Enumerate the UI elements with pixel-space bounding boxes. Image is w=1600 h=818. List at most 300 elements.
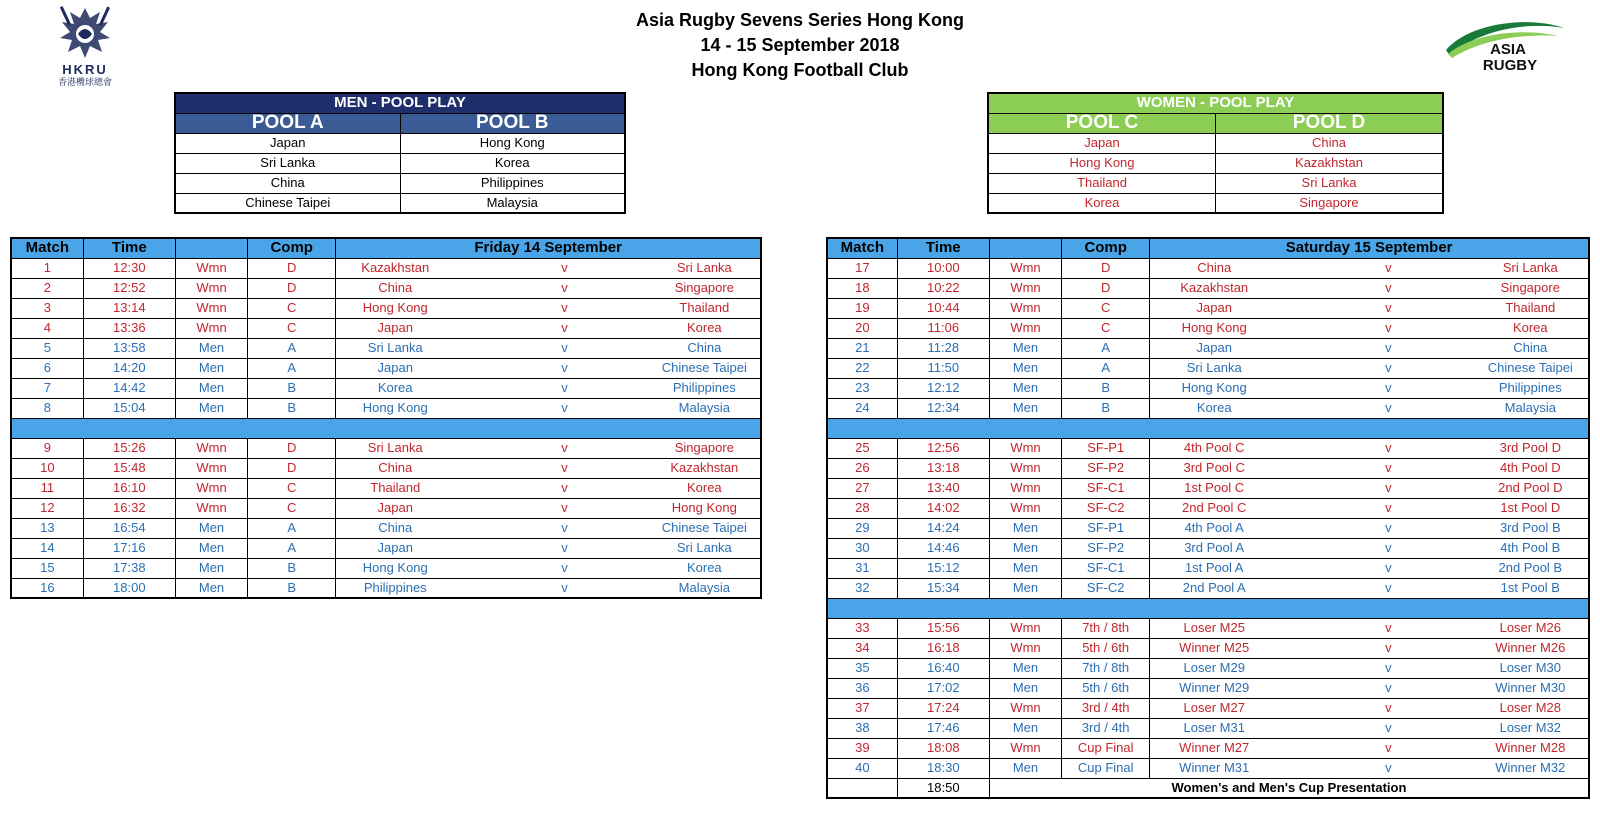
team-home: Loser M25 xyxy=(1150,618,1278,638)
match-time: 16:10 xyxy=(83,478,175,498)
match-comp: SF-C1 xyxy=(1062,478,1150,498)
spacer xyxy=(1416,438,1472,458)
match-time: 13:36 xyxy=(83,318,175,338)
versus: v xyxy=(1360,638,1416,658)
versus: v xyxy=(1360,498,1416,518)
match-row xyxy=(827,638,1589,658)
spacer xyxy=(593,558,649,578)
team-away: Loser M26 xyxy=(1473,618,1589,638)
match-comp: 5th / 6th xyxy=(1062,638,1150,658)
match-time: 10:22 xyxy=(897,278,989,298)
spacer xyxy=(1278,318,1360,338)
team-home: Japan xyxy=(336,358,454,378)
match-time: 16:18 xyxy=(897,638,989,658)
match-comp: C xyxy=(1062,318,1150,338)
versus: v xyxy=(1360,738,1416,758)
match-time: 18:08 xyxy=(897,738,989,758)
spacer xyxy=(454,438,536,458)
spacer xyxy=(593,518,649,538)
spacer xyxy=(1278,278,1360,298)
match-comp: SF-C2 xyxy=(1062,498,1150,518)
spacer xyxy=(1278,538,1360,558)
match-number: 11 xyxy=(11,478,83,498)
match-time: 10:44 xyxy=(897,298,989,318)
match-number: 38 xyxy=(827,718,897,738)
spacer xyxy=(1416,458,1472,478)
spacer xyxy=(1416,478,1472,498)
match-number: 31 xyxy=(827,558,897,578)
match-gender: Wmn xyxy=(175,458,247,478)
match-number: 10 xyxy=(11,458,83,478)
match-row xyxy=(11,498,761,518)
team-home: Kazakhstan xyxy=(336,258,454,278)
team-home: Sri Lanka xyxy=(336,438,454,458)
presentation-time: 18:50 xyxy=(897,778,989,798)
spacer xyxy=(1278,338,1360,358)
match-row xyxy=(827,618,1589,638)
match-comp: 3rd / 4th xyxy=(1062,718,1150,738)
versus: v xyxy=(536,498,592,518)
presentation-row xyxy=(827,778,1589,798)
match-gender: Men xyxy=(989,538,1061,558)
match-row xyxy=(827,338,1589,358)
match-number: 39 xyxy=(827,738,897,758)
team-home: Japan xyxy=(1150,298,1278,318)
spacer xyxy=(1278,738,1360,758)
team-away: Winner M28 xyxy=(1473,738,1589,758)
versus: v xyxy=(536,398,592,418)
match-gender: Men xyxy=(175,558,247,578)
team-away: Loser M28 xyxy=(1473,698,1589,718)
match-gender: Wmn xyxy=(989,638,1061,658)
match-time: 13:14 xyxy=(83,298,175,318)
match-gender: Men xyxy=(175,518,247,538)
spacer xyxy=(454,538,536,558)
versus: v xyxy=(536,578,592,598)
team-home: Winner M25 xyxy=(1150,638,1278,658)
match-gender: Men xyxy=(989,398,1061,418)
team-home: Loser M31 xyxy=(1150,718,1278,738)
pool-row xyxy=(175,173,625,193)
team-away: Korea xyxy=(649,558,761,578)
pool-team: Korea xyxy=(988,193,1216,213)
match-number: 14 xyxy=(11,538,83,558)
team-away: 2nd Pool B xyxy=(1473,558,1589,578)
spacer xyxy=(1278,478,1360,498)
spacer xyxy=(593,278,649,298)
team-away: Sri Lanka xyxy=(649,258,761,278)
match-gender: Men xyxy=(175,398,247,418)
team-home: China xyxy=(336,518,454,538)
team-away: Singapore xyxy=(649,278,761,298)
team-home: Japan xyxy=(336,538,454,558)
team-home: Thailand xyxy=(336,478,454,498)
pool-row xyxy=(175,133,625,153)
team-home: China xyxy=(1150,258,1278,278)
hkru-abbr: HKRU xyxy=(62,62,108,77)
match-comp: D xyxy=(248,458,336,478)
match-time: 13:40 xyxy=(897,478,989,498)
spacer xyxy=(1416,718,1472,738)
match-number: 32 xyxy=(827,578,897,598)
match-row xyxy=(827,478,1589,498)
match-comp: C xyxy=(248,318,336,338)
presentation-label: Women's and Men's Cup Presentation xyxy=(989,778,1589,798)
spacer xyxy=(1416,638,1472,658)
pool-team: Thailand xyxy=(988,173,1216,193)
match-number: 20 xyxy=(827,318,897,338)
match-row xyxy=(827,398,1589,418)
match-comp: D xyxy=(248,258,336,278)
spacer xyxy=(1416,618,1472,638)
match-comp: C xyxy=(1062,298,1150,318)
match-comp: B xyxy=(248,398,336,418)
spacer xyxy=(1416,398,1472,418)
match-row xyxy=(827,538,1589,558)
match-row xyxy=(827,258,1589,278)
team-home: Kazakhstan xyxy=(1150,278,1278,298)
match-number: 18 xyxy=(827,278,897,298)
spacer xyxy=(1278,438,1360,458)
match-number: 40 xyxy=(827,758,897,778)
match-gender: Men xyxy=(175,578,247,598)
match-time: 14:20 xyxy=(83,358,175,378)
pool-row xyxy=(988,133,1443,153)
versus: v xyxy=(536,478,592,498)
match-time: 11:50 xyxy=(897,358,989,378)
pool-team: Japan xyxy=(175,133,400,153)
match-gender: Wmn xyxy=(989,478,1061,498)
versus: v xyxy=(1360,578,1416,598)
match-number: 34 xyxy=(827,638,897,658)
spacer xyxy=(454,378,536,398)
match-row xyxy=(827,698,1589,718)
spacer xyxy=(593,498,649,518)
asia-logo-line1: ASIA xyxy=(1490,41,1526,58)
match-gender: Men xyxy=(989,658,1061,678)
team-away: Philippines xyxy=(649,378,761,398)
match-row xyxy=(827,558,1589,578)
time-column-header: Time xyxy=(83,238,175,258)
team-home: Hong Kong xyxy=(1150,318,1278,338)
men-pool-table xyxy=(174,92,626,214)
match-time: 12:30 xyxy=(83,258,175,278)
team-away: 3rd Pool B xyxy=(1473,518,1589,538)
versus: v xyxy=(1360,398,1416,418)
match-gender: Men xyxy=(989,378,1061,398)
match-gender: Men xyxy=(989,358,1061,378)
match-time: 15:12 xyxy=(897,558,989,578)
team-home: Japan xyxy=(1150,338,1278,358)
match-number: 24 xyxy=(827,398,897,418)
versus: v xyxy=(1360,438,1416,458)
match-number: 26 xyxy=(827,458,897,478)
versus: v xyxy=(1360,358,1416,378)
spacer xyxy=(593,358,649,378)
team-away: 4th Pool B xyxy=(1473,538,1589,558)
match-comp: SF-P1 xyxy=(1062,438,1150,458)
match-gender: Wmn xyxy=(175,478,247,498)
match-gender: Wmn xyxy=(175,318,247,338)
match-comp: Cup Final xyxy=(1062,758,1150,778)
versus: v xyxy=(1360,758,1416,778)
match-time: 16:32 xyxy=(83,498,175,518)
spacer xyxy=(593,458,649,478)
versus: v xyxy=(1360,678,1416,698)
match-time: 12:56 xyxy=(897,438,989,458)
match-time: 12:34 xyxy=(897,398,989,418)
match-gender: Wmn xyxy=(175,438,247,458)
match-row xyxy=(11,478,761,498)
team-home: Loser M29 xyxy=(1150,658,1278,678)
pool-team: Japan xyxy=(988,133,1216,153)
match-comp: A xyxy=(248,358,336,378)
pool-c-header: POOL C xyxy=(988,113,1216,133)
team-away: Winner M32 xyxy=(1473,758,1589,778)
spacer xyxy=(593,478,649,498)
spacer xyxy=(1278,718,1360,738)
versus: v xyxy=(536,298,592,318)
match-comp: SF-C2 xyxy=(1062,578,1150,598)
team-away: Kazakhstan xyxy=(649,458,761,478)
match-number: 22 xyxy=(827,358,897,378)
match-gender: Wmn xyxy=(989,698,1061,718)
event-dates: 14 - 15 September 2018 xyxy=(700,35,900,55)
match-time: 12:12 xyxy=(897,378,989,398)
match-gender: Men xyxy=(989,578,1061,598)
match-number: 25 xyxy=(827,438,897,458)
pool-team: Singapore xyxy=(1216,193,1444,213)
women-pool-title: WOMEN - POOL PLAY xyxy=(988,93,1443,113)
match-gender: Wmn xyxy=(989,258,1061,278)
team-home: 1st Pool A xyxy=(1150,558,1278,578)
match-comp: A xyxy=(1062,358,1150,378)
gender-column-header xyxy=(989,238,1061,258)
pool-a-header: POOL A xyxy=(175,113,400,133)
team-home: Loser M27 xyxy=(1150,698,1278,718)
match-comp: D xyxy=(248,438,336,458)
match-time: 15:04 xyxy=(83,398,175,418)
versus: v xyxy=(1360,258,1416,278)
pool-team: China xyxy=(1216,133,1444,153)
pool-team: Korea xyxy=(400,153,625,173)
match-comp: SF-P1 xyxy=(1062,518,1150,538)
versus: v xyxy=(1360,278,1416,298)
match-gender: Wmn xyxy=(175,258,247,278)
match-gender: Men xyxy=(175,378,247,398)
spacer xyxy=(1416,298,1472,318)
versus: v xyxy=(1360,378,1416,398)
match-time: 10:00 xyxy=(897,258,989,278)
pool-b-header: POOL B xyxy=(400,113,625,133)
team-away: Chinese Taipei xyxy=(649,358,761,378)
match-gender: Wmn xyxy=(989,738,1061,758)
match-comp: B xyxy=(248,558,336,578)
match-time: 17:38 xyxy=(83,558,175,578)
match-number: 29 xyxy=(827,518,897,538)
session-break-cell xyxy=(827,418,1589,438)
match-row xyxy=(11,438,761,458)
asia-logo-line2: RUGBY xyxy=(1482,57,1538,74)
team-away: Loser M30 xyxy=(1473,658,1589,678)
match-row xyxy=(827,458,1589,478)
spacer xyxy=(454,518,536,538)
team-home: Winner M29 xyxy=(1150,678,1278,698)
spacer xyxy=(1416,378,1472,398)
pool-team: Chinese Taipei xyxy=(175,193,400,213)
match-time: 11:28 xyxy=(897,338,989,358)
match-gender: Wmn xyxy=(989,318,1061,338)
team-away: Korea xyxy=(649,478,761,498)
spacer xyxy=(1416,658,1472,678)
match-row xyxy=(827,438,1589,458)
team-away: Malaysia xyxy=(1473,398,1589,418)
versus: v xyxy=(1360,318,1416,338)
team-home: Philippines xyxy=(336,578,454,598)
match-gender: Men xyxy=(989,718,1061,738)
spacer xyxy=(1416,558,1472,578)
spacer xyxy=(1278,258,1360,278)
versus: v xyxy=(536,438,592,458)
match-gender: Wmn xyxy=(989,278,1061,298)
spacer xyxy=(1278,498,1360,518)
match-time: 18:30 xyxy=(897,758,989,778)
match-row xyxy=(11,258,761,278)
match-time: 15:34 xyxy=(897,578,989,598)
match-number: 12 xyxy=(11,498,83,518)
spacer xyxy=(454,398,536,418)
match-row xyxy=(827,298,1589,318)
team-away: Thailand xyxy=(649,298,761,318)
match-comp: A xyxy=(248,538,336,558)
match-comp: B xyxy=(1062,398,1150,418)
team-away: Winner M26 xyxy=(1473,638,1589,658)
spacer xyxy=(454,498,536,518)
spacer xyxy=(454,278,536,298)
comp-column-header: Comp xyxy=(248,238,336,258)
pool-team: Hong Kong xyxy=(988,153,1216,173)
match-number: 23 xyxy=(827,378,897,398)
match-gender: Men xyxy=(989,518,1061,538)
spacer xyxy=(1416,578,1472,598)
match-comp: C xyxy=(248,498,336,518)
versus: v xyxy=(536,278,592,298)
match-number: 27 xyxy=(827,478,897,498)
match-time: 16:40 xyxy=(897,658,989,678)
match-comp: 7th / 8th xyxy=(1062,658,1150,678)
match-number: 36 xyxy=(827,678,897,698)
spacer xyxy=(1278,458,1360,478)
pool-team: Philippines xyxy=(400,173,625,193)
presentation-match-cell xyxy=(827,778,897,798)
match-row xyxy=(827,518,1589,538)
team-away: Thailand xyxy=(1473,298,1589,318)
versus: v xyxy=(536,538,592,558)
match-time: 13:18 xyxy=(897,458,989,478)
match-row xyxy=(11,538,761,558)
spacer xyxy=(593,398,649,418)
match-row xyxy=(827,738,1589,758)
spacer xyxy=(593,258,649,278)
team-home: China xyxy=(336,458,454,478)
match-row xyxy=(11,398,761,418)
match-gender: Wmn xyxy=(989,298,1061,318)
versus: v xyxy=(1360,718,1416,738)
match-gender: Wmn xyxy=(175,498,247,518)
pool-row xyxy=(988,193,1443,213)
spacer xyxy=(1416,318,1472,338)
spacer xyxy=(1278,558,1360,578)
match-number: 30 xyxy=(827,538,897,558)
match-gender: Men xyxy=(175,538,247,558)
match-comp: D xyxy=(1062,278,1150,298)
spacer xyxy=(1416,758,1472,778)
spacer xyxy=(1416,278,1472,298)
match-comp: 3rd / 4th xyxy=(1062,698,1150,718)
saturday-day-header: Saturday 15 September xyxy=(1150,238,1589,258)
match-column-header: Match xyxy=(827,238,897,258)
page-header xyxy=(0,8,1600,83)
pool-row xyxy=(175,193,625,213)
match-comp: 5th / 6th xyxy=(1062,678,1150,698)
team-away: Winner M30 xyxy=(1473,678,1589,698)
team-home: Japan xyxy=(336,318,454,338)
pool-team: China xyxy=(175,173,400,193)
versus: v xyxy=(536,458,592,478)
match-gender: Wmn xyxy=(989,618,1061,638)
spacer xyxy=(1278,578,1360,598)
team-home: Hong Kong xyxy=(336,398,454,418)
spacer xyxy=(593,538,649,558)
match-row xyxy=(11,318,761,338)
match-number: 3 xyxy=(11,298,83,318)
event-title: Asia Rugby Sevens Series Hong Kong xyxy=(635,10,965,30)
team-home: Winner M27 xyxy=(1150,738,1278,758)
match-time: 15:56 xyxy=(897,618,989,638)
spacer xyxy=(593,378,649,398)
versus: v xyxy=(1360,618,1416,638)
gender-column-header xyxy=(175,238,247,258)
team-away: Chinese Taipei xyxy=(1473,358,1589,378)
team-away: 4th Pool D xyxy=(1473,458,1589,478)
match-number: 19 xyxy=(827,298,897,318)
match-number: 15 xyxy=(11,558,83,578)
match-number: 7 xyxy=(11,378,83,398)
match-row xyxy=(11,338,761,358)
session-break xyxy=(827,418,1589,438)
match-row xyxy=(827,718,1589,738)
match-gender: Men xyxy=(175,338,247,358)
match-time: 11:06 xyxy=(897,318,989,338)
team-home: Korea xyxy=(336,378,454,398)
spacer xyxy=(1416,698,1472,718)
spacer xyxy=(593,438,649,458)
match-gender: Wmn xyxy=(175,298,247,318)
match-comp: D xyxy=(1062,258,1150,278)
versus: v xyxy=(536,318,592,338)
team-away: Hong Kong xyxy=(649,498,761,518)
match-row xyxy=(11,518,761,538)
match-number: 8 xyxy=(11,398,83,418)
versus: v xyxy=(1360,338,1416,358)
versus: v xyxy=(1360,478,1416,498)
match-row xyxy=(11,358,761,378)
versus: v xyxy=(536,518,592,538)
match-time: 12:52 xyxy=(83,278,175,298)
match-row xyxy=(827,578,1589,598)
match-number: 6 xyxy=(11,358,83,378)
session-break-cell xyxy=(11,418,761,438)
